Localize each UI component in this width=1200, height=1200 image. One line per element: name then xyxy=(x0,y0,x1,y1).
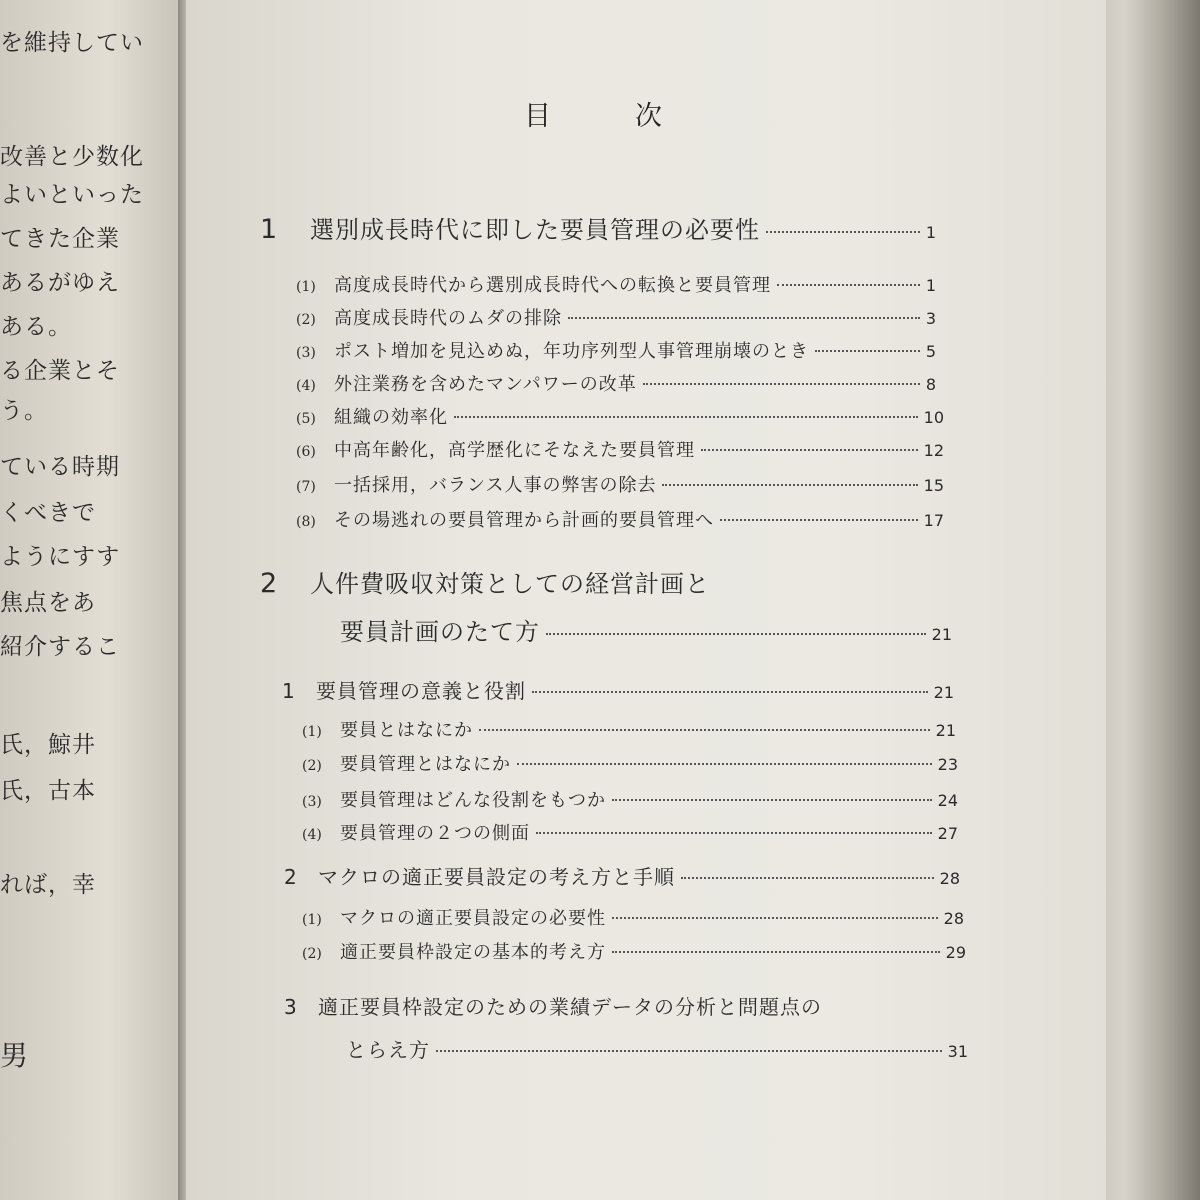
dot-leader xyxy=(612,799,932,801)
chapter-number: 2 xyxy=(260,568,278,599)
section-title-line2: とらえ方 xyxy=(346,1038,430,1062)
dot-leader xyxy=(662,484,917,486)
toc-subsection xyxy=(296,506,944,532)
dot-leader xyxy=(568,317,920,319)
page-number: 1 xyxy=(925,223,936,242)
page-number: 28 xyxy=(943,909,964,928)
subsection-number: (7) xyxy=(296,479,316,495)
subsection-number: (3) xyxy=(296,345,316,361)
subsection-title: 外注業務を含めたマンパワーの改革 xyxy=(334,374,637,395)
toc-subsection xyxy=(302,938,966,964)
toc-title xyxy=(524,94,662,133)
page-number: 21 xyxy=(931,625,952,644)
left-page-line: 氏，鯨井 xyxy=(0,732,96,758)
dot-leader xyxy=(532,691,928,693)
left-page-line: る企業とそ xyxy=(0,358,120,384)
left-page-line: ている時期 xyxy=(0,454,120,480)
toc-subsection xyxy=(296,271,936,297)
toc-title-char: 次 xyxy=(635,101,662,132)
chapter-title-line1: 人件費吸収対策としての経営計画と xyxy=(310,570,710,598)
section-number: 1 xyxy=(282,679,295,703)
dot-leader xyxy=(643,383,920,385)
left-page-line: う。 xyxy=(0,398,48,424)
toc-chapter-2 xyxy=(260,564,710,599)
chapter-title: 選別成長時代に即した要員管理の必要性 xyxy=(310,216,760,244)
section-number: 3 xyxy=(284,995,297,1019)
page-number: 31 xyxy=(947,1042,968,1061)
left-page-line: を維持してい xyxy=(0,30,144,56)
subsection-title: 一括採用，バランス人事の弊害の除去 xyxy=(334,475,657,496)
dot-leader xyxy=(517,763,932,765)
toc-page xyxy=(186,0,1106,1200)
toc-subsection xyxy=(296,436,944,462)
subsection-title: 高度成長時代のムダの排除 xyxy=(334,308,562,329)
section-title: 要員管理の意義と役割 xyxy=(316,679,526,703)
dot-leader xyxy=(720,519,918,521)
book-gutter xyxy=(178,0,186,1200)
toc-subsection xyxy=(302,716,956,742)
toc-section-cont xyxy=(346,1034,968,1063)
dot-leader xyxy=(815,350,920,352)
page-number: 12 xyxy=(923,441,944,460)
toc-subsection xyxy=(296,471,944,497)
dot-leader xyxy=(454,416,918,418)
subsection-title: 高度成長時代から選別成長時代への転換と要員管理 xyxy=(334,275,771,296)
left-page-line: ようにすす xyxy=(0,544,121,570)
left-page-line: くべきで xyxy=(0,500,96,526)
dot-leader xyxy=(479,729,930,731)
subsection-title: 適正要員枠設定の基本的考え方 xyxy=(340,942,606,963)
subsection-number: (1) xyxy=(302,912,322,928)
subsection-number: (4) xyxy=(302,827,322,843)
chapter-number: 1 xyxy=(260,214,278,245)
subsection-number: (4) xyxy=(296,378,316,394)
left-page-line: 焦点をあ xyxy=(0,590,96,616)
subsection-title: 組織の効率化 xyxy=(334,407,448,428)
subsection-title: 中高年齢化，高学歴化にそなえた要員管理 xyxy=(334,440,695,461)
left-page-line: 氏，古本 xyxy=(0,778,96,804)
subsection-number: (2) xyxy=(302,758,322,774)
section-title: マクロの適正要員設定の考え方と手順 xyxy=(318,865,675,889)
dot-leader xyxy=(436,1050,942,1052)
subsection-title: ポスト増加を見込めぬ，年功序列型人事管理崩壊のとき xyxy=(334,341,809,362)
subsection-number: (2) xyxy=(296,312,316,328)
left-page-line: 改善と少数化 xyxy=(0,144,144,170)
toc-section xyxy=(282,675,954,704)
section-number: 2 xyxy=(284,865,297,889)
left-page-line: ある。 xyxy=(0,314,72,340)
page-number: 1 xyxy=(925,276,936,295)
subsection-number: (5) xyxy=(296,411,316,427)
page-number: 21 xyxy=(935,721,956,740)
left-page-line: れば，幸 xyxy=(0,872,96,898)
toc-subsection xyxy=(296,370,936,396)
page-number: 10 xyxy=(923,408,944,427)
left-page-line: よいといった xyxy=(0,182,144,208)
subsection-title: 要員管理とはなにか xyxy=(340,754,511,775)
toc-section xyxy=(284,861,960,890)
left-page-line: 紹介するこ xyxy=(0,634,120,660)
toc-chapter-2-cont xyxy=(340,612,952,647)
subsection-title: その場逃れの要員管理から計画的要員管理へ xyxy=(334,510,714,531)
page-number: 27 xyxy=(937,824,958,843)
left-page-line: てきた企業 xyxy=(0,226,120,252)
left-page-line: あるがゆえ xyxy=(0,270,120,296)
subsection-title: マクロの適正要員設定の必要性 xyxy=(340,908,606,929)
toc-title-char: 目 xyxy=(524,101,551,132)
left-page-line: 男 xyxy=(0,1039,30,1072)
section-title-line1: 適正要員枠設定のための業績データの分析と問題点の xyxy=(318,995,822,1019)
dot-leader xyxy=(701,449,918,451)
toc-subsection xyxy=(296,337,936,363)
dot-leader xyxy=(766,231,920,233)
subsection-title: 要員とはなにか xyxy=(340,720,473,741)
toc-subsection xyxy=(302,786,958,812)
page-number: 8 xyxy=(925,375,936,394)
page-number: 17 xyxy=(923,511,944,530)
subsection-title: 要員管理の２つの側面 xyxy=(340,823,530,844)
toc-subsection xyxy=(296,304,936,330)
dot-leader xyxy=(612,917,938,919)
toc-subsection xyxy=(296,403,944,429)
toc-section xyxy=(284,991,822,1020)
page-number: 28 xyxy=(939,869,960,888)
dot-leader xyxy=(612,951,940,953)
dot-leader xyxy=(777,284,920,286)
toc-subsection xyxy=(302,819,958,845)
toc-subsection xyxy=(302,750,958,776)
page-number: 23 xyxy=(937,755,958,774)
page-number: 29 xyxy=(945,943,966,962)
subsection-number: (1) xyxy=(296,279,316,295)
subsection-title: 要員管理はどんな役割をもつか xyxy=(340,790,606,811)
subsection-number: (8) xyxy=(296,514,316,530)
page-number: 15 xyxy=(923,476,944,495)
chapter-title-line2: 要員計画のたて方 xyxy=(340,618,540,646)
subsection-number: (3) xyxy=(302,794,322,810)
subsection-number: (2) xyxy=(302,946,322,962)
toc-chapter-1 xyxy=(260,210,936,245)
subsection-number: (6) xyxy=(296,444,316,460)
left-page xyxy=(0,0,178,1200)
page-number: 21 xyxy=(933,683,954,702)
page-number: 3 xyxy=(925,309,936,328)
dot-leader xyxy=(681,877,934,879)
page-number: 5 xyxy=(925,342,936,361)
dot-leader xyxy=(536,832,932,834)
page-edge xyxy=(1106,0,1200,1200)
page-number: 24 xyxy=(937,791,958,810)
toc-subsection xyxy=(302,904,964,930)
dot-leader xyxy=(546,633,926,635)
subsection-number: (1) xyxy=(302,724,322,740)
